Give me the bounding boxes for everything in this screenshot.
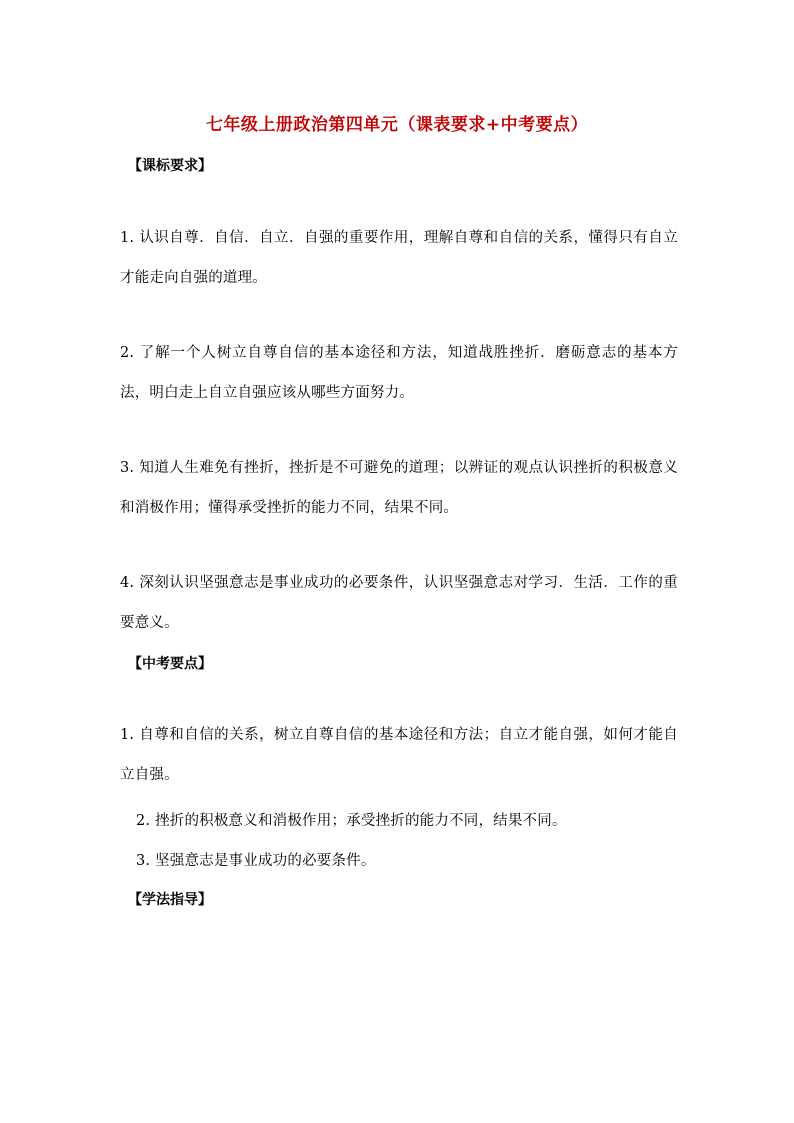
exam-point-item-3: 3. 坚强意志是事业成功的必要条件。 bbox=[136, 853, 376, 869]
section-heading-exam-points: 【中考要点】 bbox=[128, 656, 212, 672]
curriculum-item-2: 2. 了解一个人树立自尊自信的基本途径和方法，知道战胜挫折．磨砺意志的基本方法，明白走上自立自强应该从哪些方面努力。 bbox=[120, 345, 678, 401]
exam-point-item-1: 1. 自尊和自信的关系，树立自尊自信的基本途径和方法；自立才能自强，如何才能自立自强。 bbox=[120, 727, 678, 783]
curriculum-item-1: 1. 认识自尊．自信．自立．自强的重要作用，理解自尊和自信的关系，懂得只有自立才能走向自强的道理。 bbox=[120, 230, 678, 286]
curriculum-item-3: 3. 知道人生难免有挫折，挫折是不可避免的道理；以辨证的观点认识挫折的积极意义和消极作用；懂得承受挫折的能力不同，结果不同。 bbox=[120, 460, 678, 516]
exam-point-item-2: 2. 挫折的积极意义和消极作用；承受挫折的能力不同，结果不同。 bbox=[136, 813, 567, 829]
section-heading-study-guide: 【学法指导】 bbox=[128, 892, 212, 908]
section-heading-curriculum: 【课标要求】 bbox=[128, 158, 212, 174]
curriculum-item-4: 4. 深刻认识坚强意志是事业成功的必要条件，认识坚强意志对学习．生活．工作的重要意义。 bbox=[120, 575, 678, 631]
document-title: 七年级上册政治第四单元（课表要求+中考要点） bbox=[205, 115, 589, 135]
